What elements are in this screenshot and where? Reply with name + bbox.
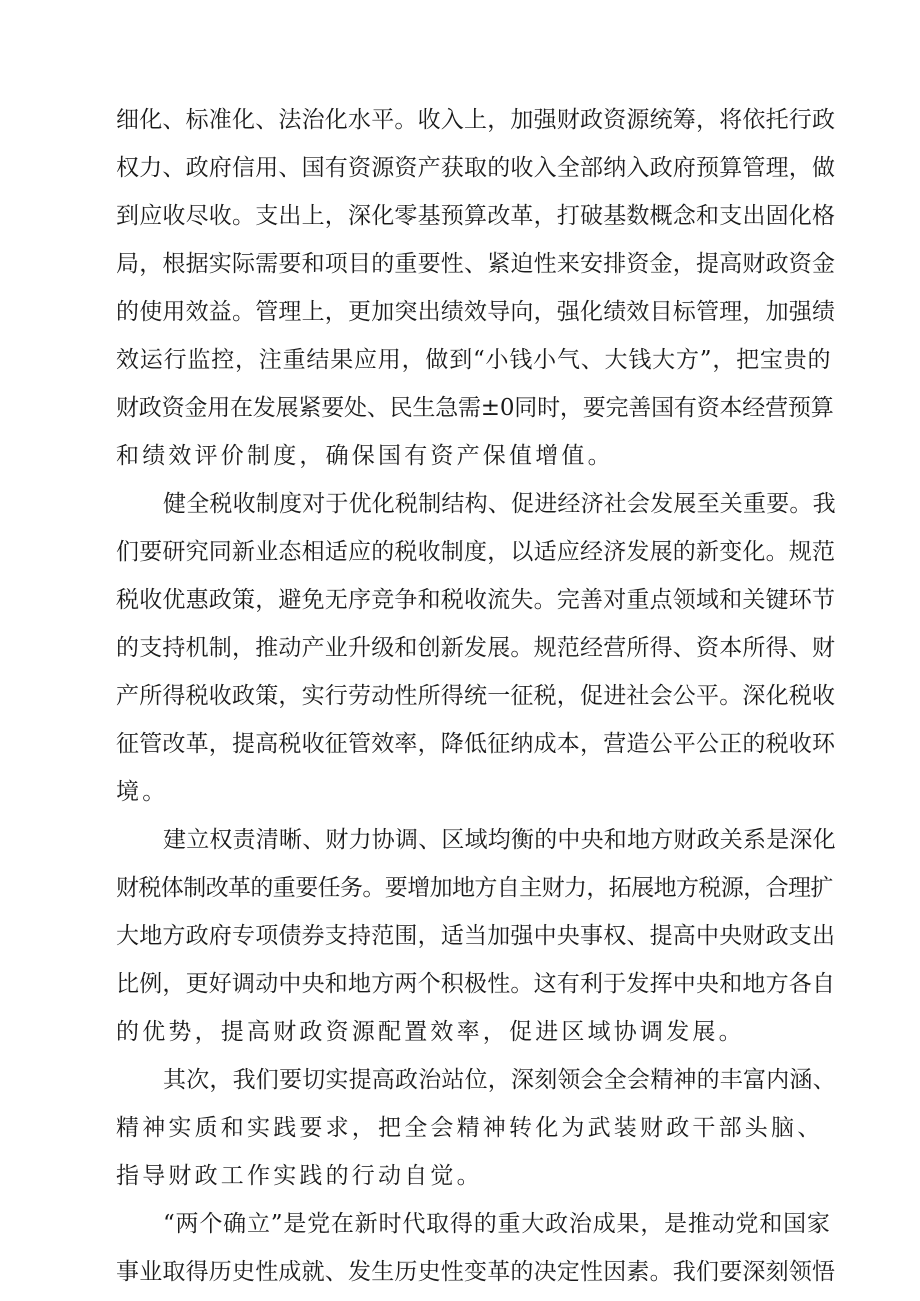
text-line: 财政资金用在发展紧要处、民生急需±0同时，要完善国有资本经营预算	[116, 395, 834, 421]
text-line: 的支持机制，推动产业升级和创新发展。规范经营所得、资本所得、财	[116, 635, 836, 661]
paragraph-first-line: 健全税收制度对于优化税制结构、促进经济社会发展至关重要。我	[163, 491, 836, 517]
text-line: 到应收尽收。支出上，深化零基预算改革，打破基数概念和支出固化格	[116, 203, 836, 229]
paragraph-first-line: “两个确立”是党在新时代取得的重大政治成果，是推动党和国家	[163, 1211, 831, 1237]
text-line: 们要研究同新业态相适应的税收制度，以适应经济发展的新变化。规范	[116, 539, 836, 565]
text-line: 税收优惠政策，避免无序竞争和税收流失。完善对重点领域和关键环节	[116, 587, 836, 613]
text-line: 权力、政府信用、国有资源资产获取的收入全部纳入政府预算管理，做	[116, 155, 836, 181]
text-line: 财税体制改革的重要任务。要增加地方自主财力，拓展地方税源，合理扩	[116, 875, 833, 901]
text-line: 效运行监控，注重结果应用，做到“小钱小气、大钱大方”，把宝贵的	[116, 347, 832, 373]
text-line: 境。	[116, 779, 169, 805]
text-line: 的优势，提高财政资源配置效率，促进区域协调发展。	[116, 1019, 745, 1045]
text-line: 事业取得历史性成就、发生历史性变革的决定性因素。我们要深刻领悟	[116, 1259, 836, 1285]
text-line: 局，根据实际需要和项目的重要性、紧迫性来安排资金，提高财政资金	[116, 251, 836, 277]
text-line: 的使用效益。管理上，更加突出绩效导向，强化绩效目标管理，加强绩	[116, 299, 836, 325]
text-line: 指导财政工作实践的行动自觉。	[116, 1163, 483, 1189]
paragraph-first-line: 其次，我们要切实提高政治站位，深刻领会全会精神的丰富内涵、	[163, 1067, 836, 1093]
text-line: 产所得税收政策，实行劳动性所得统一征税，促进社会公平。深化税收	[116, 683, 836, 709]
text-line: 细化、标准化、法治化水平。收入上，加强财政资源统筹，将依托行政	[116, 107, 836, 133]
text-line: 精神实质和实践要求，把全会精神转化为武装财政干部头脑、	[116, 1115, 824, 1141]
paragraph-first-line: 建立权责清晰、财力协调、区域均衡的中央和地方财政关系是深化	[163, 827, 836, 853]
text-line: 和绩效评价制度，确保国有资产保值增值。	[116, 443, 614, 469]
text-line: 征管改革，提高税收征管效率，降低征纳成本，营造公平公正的税收环	[116, 731, 836, 757]
text-line: 大地方政府专项债券支持范围，适当加强中央事权、提高中央财政支出	[116, 923, 836, 949]
text-line: 比例，更好调动中央和地方两个积极性。这有利于发挥中央和地方各自	[116, 971, 836, 997]
